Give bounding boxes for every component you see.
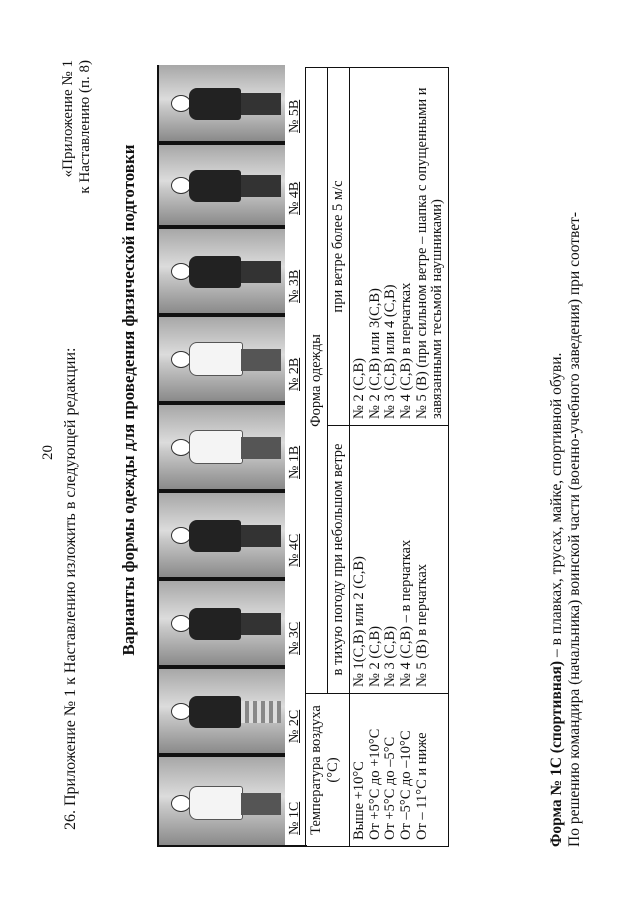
photo-panel [159,65,307,141]
photo-panel [159,229,307,313]
soldier-figure [167,605,285,643]
calm-weather-header: в тихую погоду при небольшом ветре [328,426,350,694]
variant-label: № 2С [287,709,302,743]
photo-panel [159,405,307,489]
soldier-figure [167,167,285,205]
intro-text: 26. Приложение № 1 к Наставлению изложить в следующей редакции: [62,347,79,830]
soldier-figure [167,429,285,467]
form-1c-name: Форма № 1С (спортивная) [548,660,565,847]
variant-label: № 4В [287,181,302,215]
form-1c-text: – в плавках, трусах, майке, спортивной обуви. [548,352,565,661]
variant-label: № 2В [287,357,302,391]
windy-weather-cell: № 2 (С,В) № 2 (С,В) или 3(С,В) № 3 (С,В) или 4 (С,В) № 4 (С,В) в перчатках № 5 (В) (при сильном ветре – шапка с опущенными и завязанными тесьмой наушниками) [350,68,449,426]
table-body-row [350,68,449,847]
variant-label: № 3В [287,269,302,303]
variant-label: № 3С [287,621,302,655]
photo-panel [159,757,307,845]
photo-panel [159,581,307,665]
table-title: Варианты формы одежды для проведения физической подготовки [119,144,138,656]
calm-weather-cell: № 1(С,В) или 2 (С,В) № 2 (С,В) № 3 (С,В) № 4 (С,В) – в перчатках № 5 (В) в перчатках [350,426,449,694]
photo-panel [159,493,307,577]
variant-label: № 4С [287,533,302,567]
soldier-figure [167,693,285,731]
form-1c-description [548,353,566,847]
soldier-figure [167,517,285,555]
soldier-figure [167,253,285,291]
clothing-form-table [305,67,449,847]
soldier-figure [167,785,285,823]
variant-label: № 5В [287,99,302,133]
temperature-cell: Выше +10°С От +5°С до +10°С От +5°С до –5°С От –5°С до –10°С От – 11°С и ниже [350,694,449,847]
page-number: 20 [40,445,56,460]
temperature-header: Температура воздуха (°С) [306,694,350,847]
photo-panel [159,145,307,225]
appendix-line-2: к Наставлению (п. 8) [77,60,94,194]
form-header: Форма одежды [306,68,328,694]
variant-label: № 1В [287,445,302,479]
soldier-figure [167,341,285,379]
appendix-line-1: «Приложение № 1 [60,60,76,178]
photo-panel [159,317,307,401]
variant-label: № 1С [287,801,302,835]
uniform-photo-strip [157,65,307,847]
photo-panel [159,669,307,753]
decision-text: По решению командира (начальника) воинской части (военно-учебного заведения) при соответ- [566,211,583,847]
soldier-figure [167,85,285,123]
table-header-row [306,68,328,847]
windy-weather-header: при ветре более 5 м/с [328,68,350,426]
appendix-reference [60,60,95,300]
